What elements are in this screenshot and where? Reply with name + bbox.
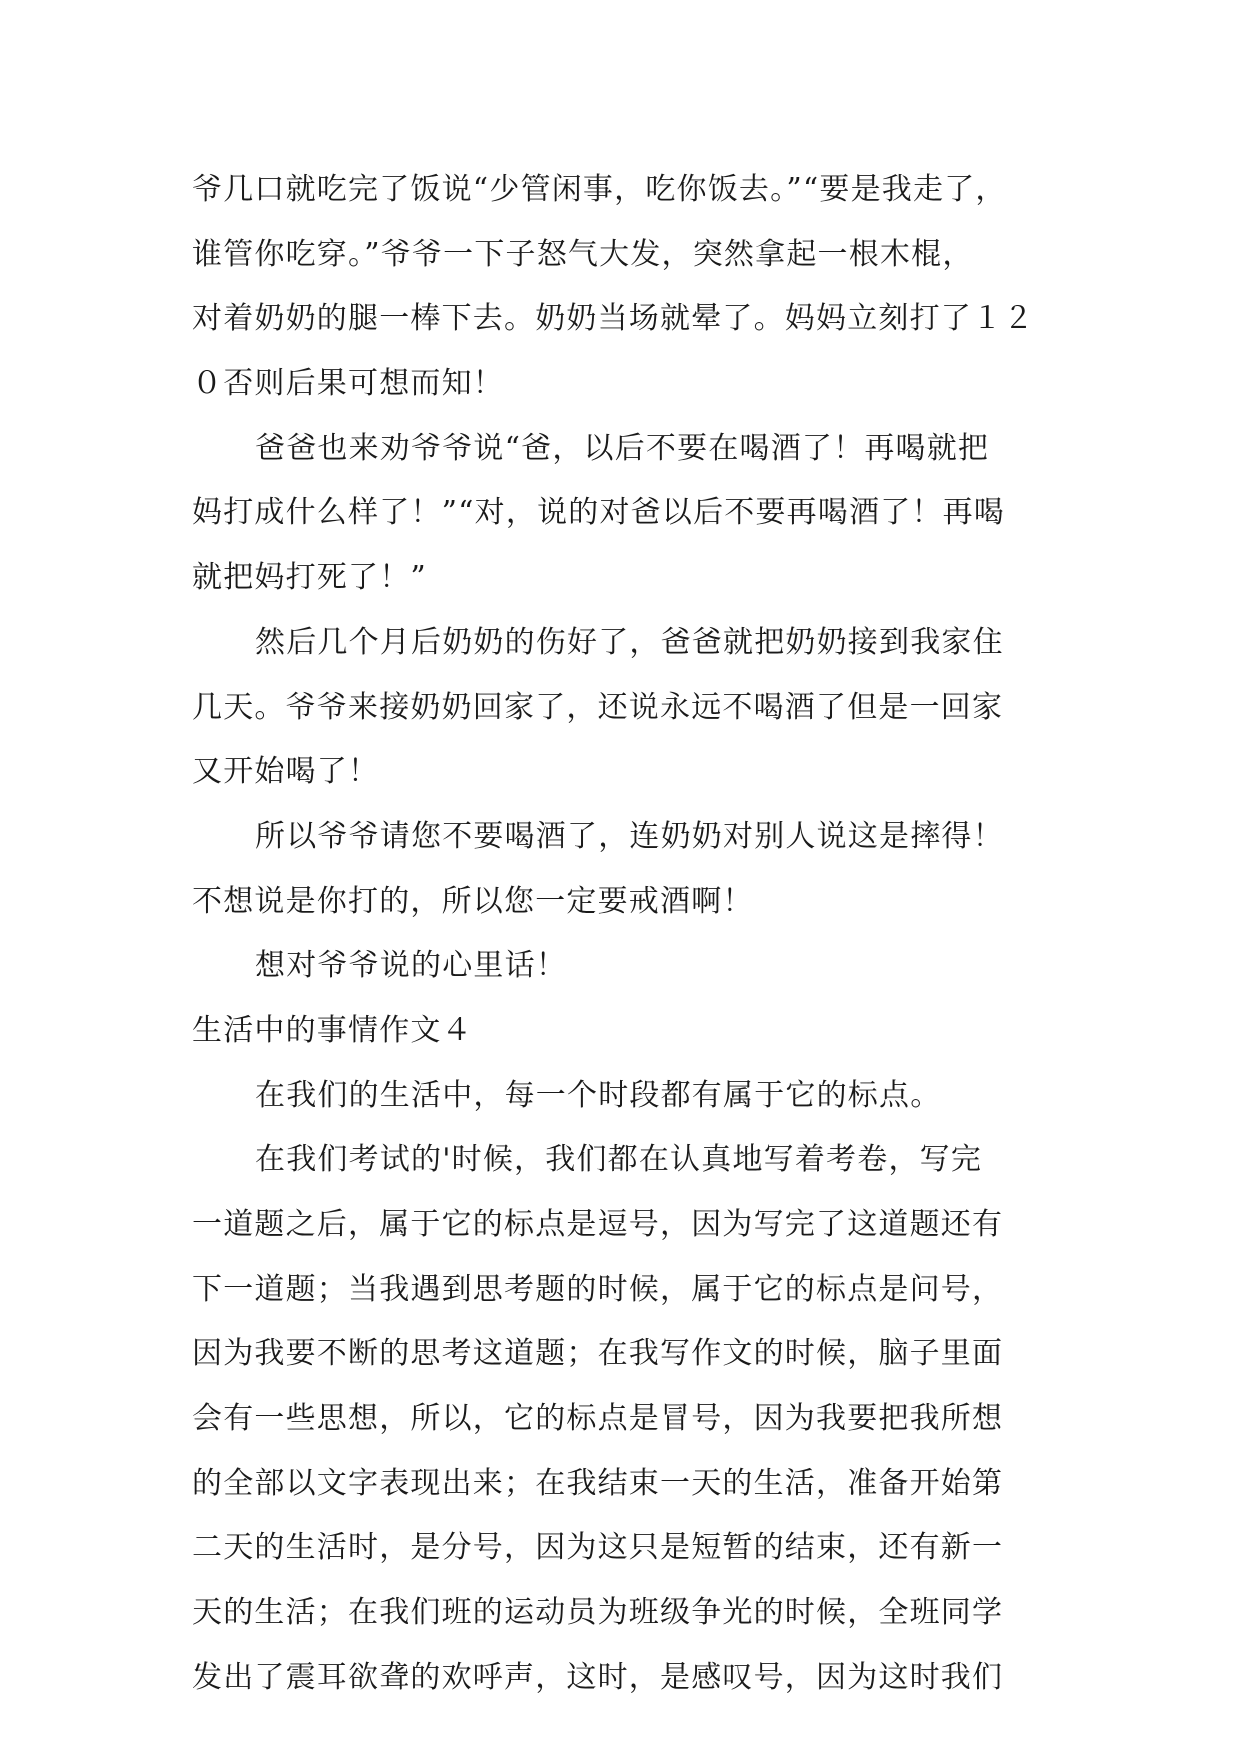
text-line: 下一道题；当我遇到思考题的时候，属于它的标点是问号， [192, 1271, 1004, 1307]
text-line: 在我们考试的'时候，我们都在认真地写着考卷，写完 [255, 1142, 983, 1178]
text-line: 就把妈打死了！” [192, 560, 427, 596]
text-line: 谁管你吃穿。”爷爷一下子怒气大发，突然拿起一根木棍， [192, 236, 974, 272]
text-line: 的全部以文字表现出来；在我结束一天的生活，准备开始第 [192, 1465, 1004, 1501]
text-line: 一道题之后，属于它的标点是逗号，因为写完了这道题还有 [192, 1207, 1004, 1242]
text-line: 然后几个月后奶奶的伤好了，爸爸就把奶奶接到我家住 [255, 624, 1004, 660]
text-line: 几天。爷爷来接奶奶回家了，还说永远不喝酒了但是一回家 [192, 689, 1004, 725]
text-line: 对着奶奶的腿一棒下去。奶奶当场就晕了。妈妈立刻打了１２ [192, 301, 1035, 337]
text-line: 生活中的事情作文４ [192, 1012, 473, 1048]
text-line: 妈打成什么样了！”“对，说的对爸以后不要再喝酒了！再喝 [192, 495, 1006, 531]
text-line: 爸爸也来劝爷爷说“爸，以后不要在喝酒了！再喝就把 [255, 430, 990, 466]
text-line: 所以爷爷请您不要喝酒了，连奶奶对别人说这是摔得！ [255, 818, 1004, 854]
text-line: 发出了震耳欲聋的欢呼声，这时，是感叹号，因为这时我们 [192, 1659, 1004, 1695]
document-body [192, 158, 1052, 1711]
text-line: 天的生活；在我们班的运动员为班级争光的时候，全班同学 [192, 1595, 1004, 1631]
text-line: 在我们的生活中，每一个时段都有属于它的标点。 [255, 1077, 942, 1113]
text-line: 爷几口就吃完了饭说“少管闲事，吃你饭去。”“要是我走了， [192, 172, 1007, 207]
text-line: 因为我要不断的思考这道题；在我写作文的时候，脑子里面 [192, 1336, 1004, 1372]
text-line: 二天的生活时，是分号，因为这只是短暂的结束，还有新一 [192, 1530, 1004, 1566]
text-line: 不想说是你打的，所以您一定要戒酒啊！ [192, 883, 754, 919]
text-line: 又开始喝了！ [192, 754, 380, 790]
text-line: 想对爷爷说的心里话！ [255, 948, 567, 984]
text-line: ０否则后果可想而知！ [192, 366, 504, 402]
text-line: 会有一些思想，所以，它的标点是冒号，因为我要把我所想 [192, 1401, 1004, 1437]
